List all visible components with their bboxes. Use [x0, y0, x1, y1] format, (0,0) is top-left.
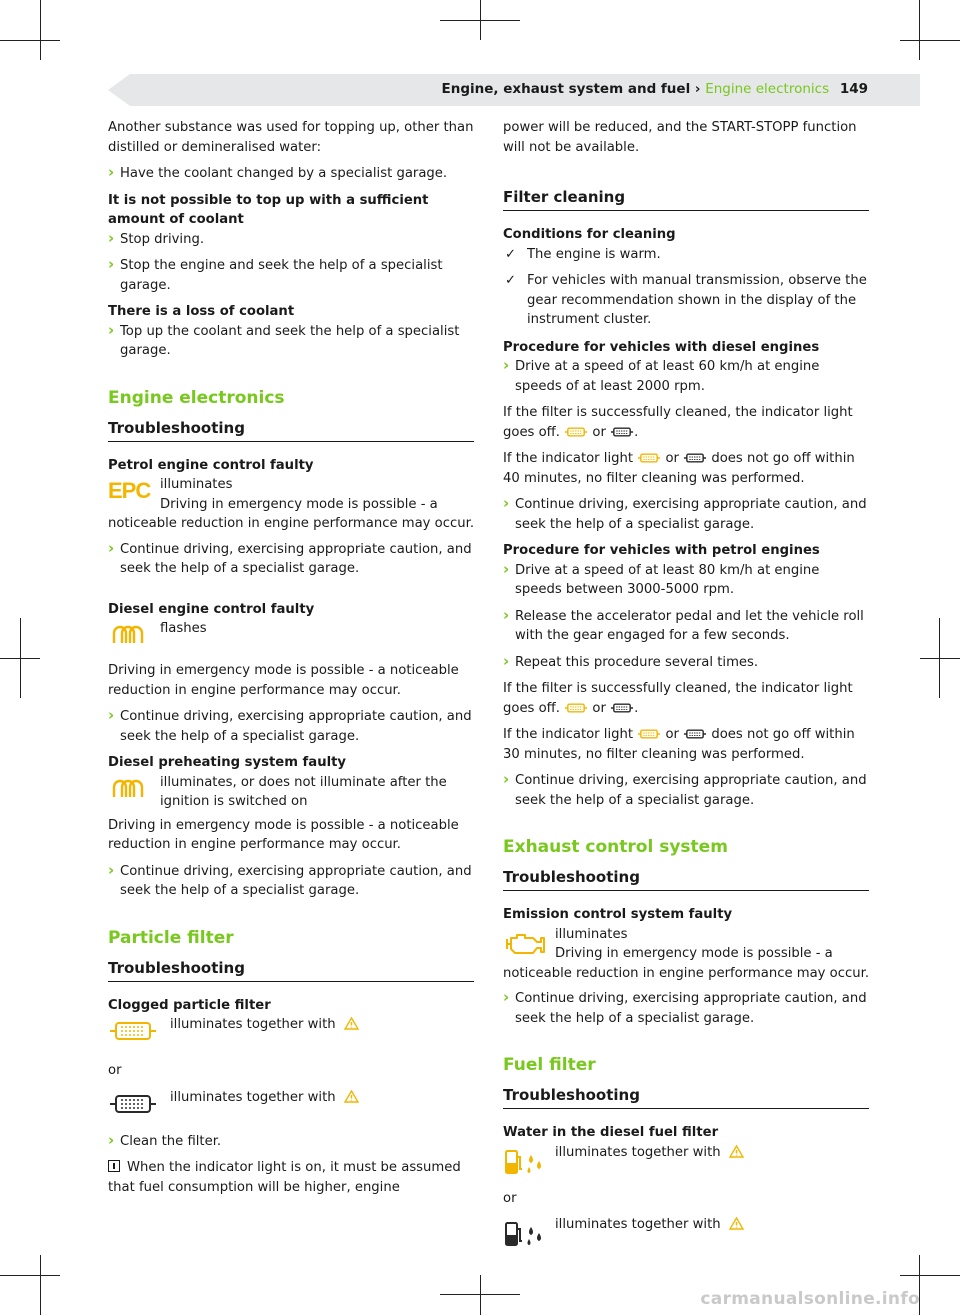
subheading: Diesel engine control faulty [108, 601, 315, 617]
subheading: Petrol engine control faulty [108, 457, 314, 473]
crop-mark [0, 40, 60, 41]
paragraph-text: If the filter is successfully cleaned, the indicator light goes off. [503, 405, 853, 440]
note-text: When the indicator light is on, it must be assumed that fuel consumption will be higher, engine [108, 1160, 461, 1195]
engine-check-icon [503, 929, 547, 957]
paragraph: Driving in emergency mode is possible - a noticeable reduction in engine performance may occur. [108, 817, 459, 852]
paragraph-text: If the indicator light [503, 727, 634, 742]
section-title-engine-electronics: Engine electronics [108, 387, 285, 408]
indicator-row [503, 925, 869, 984]
particle-filter-icon [564, 702, 588, 714]
indicator-state-text: illuminates together with [555, 1217, 721, 1232]
indicator-row [108, 1015, 474, 1053]
bullet-item: › Continue driving, exercising appropriate caution, and seek the help of a specialist garage. [503, 771, 869, 810]
section-heading-troubleshooting: Troubleshooting [503, 867, 869, 891]
crop-mark [920, 658, 960, 659]
warning-triangle-icon [729, 1217, 744, 1230]
indicator-state: flashes [160, 621, 207, 636]
indicator-state-text: illuminates together with [170, 1089, 336, 1105]
crop-mark [440, 1294, 520, 1295]
glow-plug-icon [108, 777, 152, 801]
subheading: Clogged particle filter [108, 997, 271, 1013]
section-heading-filter-cleaning: Filter cleaning [503, 187, 869, 211]
particle-filter-icon [108, 1092, 158, 1116]
section-title-particle-filter: Particle filter [108, 927, 234, 948]
fuel-water-icon [503, 1147, 547, 1177]
indicator-description: Driving in emergency mode is possible - a noticeable reduction in engine performance may occur. [503, 946, 870, 981]
glow-plug-icon [108, 623, 152, 647]
bullet-item: › Clean the filter. [108, 1132, 474, 1152]
particle-filter-icon [610, 702, 634, 714]
paragraph [503, 725, 869, 764]
particle-filter-icon [637, 452, 661, 464]
spacer [108, 586, 474, 600]
section-title-exhaust-control: Exhaust control system [503, 837, 728, 857]
indicator-state [503, 1143, 869, 1163]
crop-mark [0, 658, 40, 659]
crop-mark [440, 20, 520, 21]
crop-mark [0, 1275, 60, 1276]
paragraph [503, 449, 869, 488]
paragraph: If the filter is successfully cleaned, the indicator light goes off. or . [503, 405, 853, 440]
note-paragraph [108, 1158, 474, 1197]
bullet-item: › Stop the engine and seek the help of a specialist garage. [108, 256, 474, 295]
indicator-row [503, 1143, 869, 1181]
warning-triangle-icon [344, 1090, 359, 1103]
section-heading-troubleshooting: Troubleshooting [108, 958, 474, 982]
info-note-icon [108, 1160, 120, 1172]
bullet-item: › Continue driving, exercising appropriate caution, and seek the help of a specialist garage. [108, 862, 474, 901]
paragraph-text: If the indicator light [503, 451, 634, 466]
indicator-row [108, 619, 474, 657]
indicator-row [108, 773, 474, 812]
warning-triangle-icon [729, 1145, 744, 1158]
bullet-item: › Have the coolant changed by a specialist garage. [108, 164, 474, 184]
bullet-item: › Release the accelerator pedal and let the vehicle roll with the gear engaged for a few seconds. [503, 607, 869, 646]
crop-mark [900, 1275, 960, 1276]
crop-mark [40, 1255, 41, 1315]
paragraph: power will be reduced, and the START-STOPP function will not be available. [503, 120, 857, 155]
crop-mark [919, 0, 920, 60]
indicator-state: illuminates [555, 926, 628, 942]
epc-icon-label: EPC [108, 478, 151, 503]
indicator-state-text: illuminates together with [555, 1144, 721, 1160]
paragraph: Driving in emergency mode is possible - a noticeable reduction in engine performance may occur. [108, 663, 459, 698]
paragraph-text: does not go off within 40 minutes, no filter cleaning was performed. [503, 451, 855, 486]
particle-filter-icon [610, 426, 634, 438]
paragraph-text: If the filter is successfully cleaned, the indicator light goes off. [503, 681, 853, 716]
or-text: or [665, 451, 679, 466]
particle-filter-icon [683, 452, 707, 464]
header-subsection: Engine electronics [705, 81, 830, 97]
bullet-item: › Stop driving. [108, 230, 474, 250]
bullet-item: › Drive at a speed of at least 60 km/h at engine speeds of at least 2000 rpm. [503, 357, 869, 396]
indicator-state-text: illuminates together with [170, 1017, 336, 1032]
particle-filter-icon [683, 728, 707, 740]
bullet-item: › Continue driving, exercising appropriate caution, and seek the help of a specialist garage. [108, 540, 474, 579]
subheading: Conditions for cleaning [503, 227, 676, 242]
epc-warning-icon [108, 479, 150, 505]
indicator-row [503, 1215, 869, 1253]
page-number: 149 [839, 81, 868, 97]
bullet-item: › Drive at a speed of at least 80 km/h at engine speeds between 3000-5000 rpm. [503, 561, 869, 600]
bullet-item: › Continue driving, exercising appropriate caution, and seek the help of a specialist garage. [503, 989, 869, 1028]
or-text: or [592, 424, 606, 440]
particle-filter-icon [564, 426, 588, 438]
particle-filter-icon [637, 728, 661, 740]
subheading: Diesel preheating system faulty [108, 755, 346, 770]
indicator-state [503, 1215, 869, 1235]
subheading: Procedure for vehicles with diesel engines [503, 339, 820, 355]
fuel-water-icon [503, 1219, 547, 1249]
bullet-item: › Repeat this procedure several times. [503, 653, 869, 673]
subheading: There is a loss of coolant [108, 304, 295, 319]
crop-mark [40, 0, 41, 60]
bullet-item: › Top up the coolant and seek the help of a specialist garage. [108, 322, 474, 361]
indicator-state: illuminates, or does not illuminate after the ignition is switched on [160, 774, 447, 809]
page-header [442, 81, 869, 97]
indicator-row [108, 475, 474, 534]
paragraph: Another substance was used for topping up, other than distilled or demineralised water: [108, 120, 474, 155]
paragraph: or [108, 1063, 122, 1078]
section-heading-troubleshooting: Troubleshooting [108, 418, 474, 442]
section-heading-troubleshooting: Troubleshooting [503, 1085, 869, 1109]
subheading: It is not possible to top up with a sufficient amount of coolant [108, 192, 429, 227]
paragraph: If the filter is successfully cleaned, the indicator light goes off. or . [503, 681, 853, 716]
crop-mark [480, 1275, 481, 1315]
subheading: Procedure for vehicles with petrol engines [503, 543, 820, 558]
indicator-state: illuminates [160, 477, 233, 492]
paragraph: or [503, 1190, 517, 1206]
warning-triangle-icon [344, 1017, 359, 1030]
crop-mark [900, 40, 960, 41]
bullet-item: › Continue driving, exercising appropriate caution, and seek the help of a specialist garage. [108, 707, 474, 746]
bullet-item: › Continue driving, exercising appropriate caution, and seek the help of a specialist garage. [503, 495, 869, 534]
indicator-description: Driving in emergency mode is possible - a noticeable reduction in engine performance may occur. [108, 496, 475, 531]
subheading: Water in the diesel fuel filter [503, 1125, 719, 1140]
left-column [108, 118, 474, 1204]
indicator-row [108, 1088, 474, 1126]
checklist-item: ✓ For vehicles with manual transmission, observe the gear recommendation shown in the display of the instrument cluster. [503, 271, 869, 330]
paragraph-text: does not go off within 30 minutes, no filter cleaning was performed. [503, 727, 855, 762]
checklist-item: ✓ The engine is warm. [503, 245, 869, 265]
indicator-state [108, 1015, 474, 1035]
subheading: Emission control system faulty [503, 907, 733, 922]
or-text: or [665, 727, 679, 742]
right-column [503, 118, 869, 1257]
watermark: carmanualsonline.info [700, 1289, 920, 1309]
header-section: Engine, exhaust system and fuel [441, 81, 691, 97]
header-separator: › [694, 81, 701, 97]
section-title-fuel-filter: Fuel filter [503, 1055, 596, 1075]
particle-filter-icon [108, 1019, 158, 1043]
indicator-state [108, 1088, 474, 1108]
or-text: or [592, 700, 606, 716]
